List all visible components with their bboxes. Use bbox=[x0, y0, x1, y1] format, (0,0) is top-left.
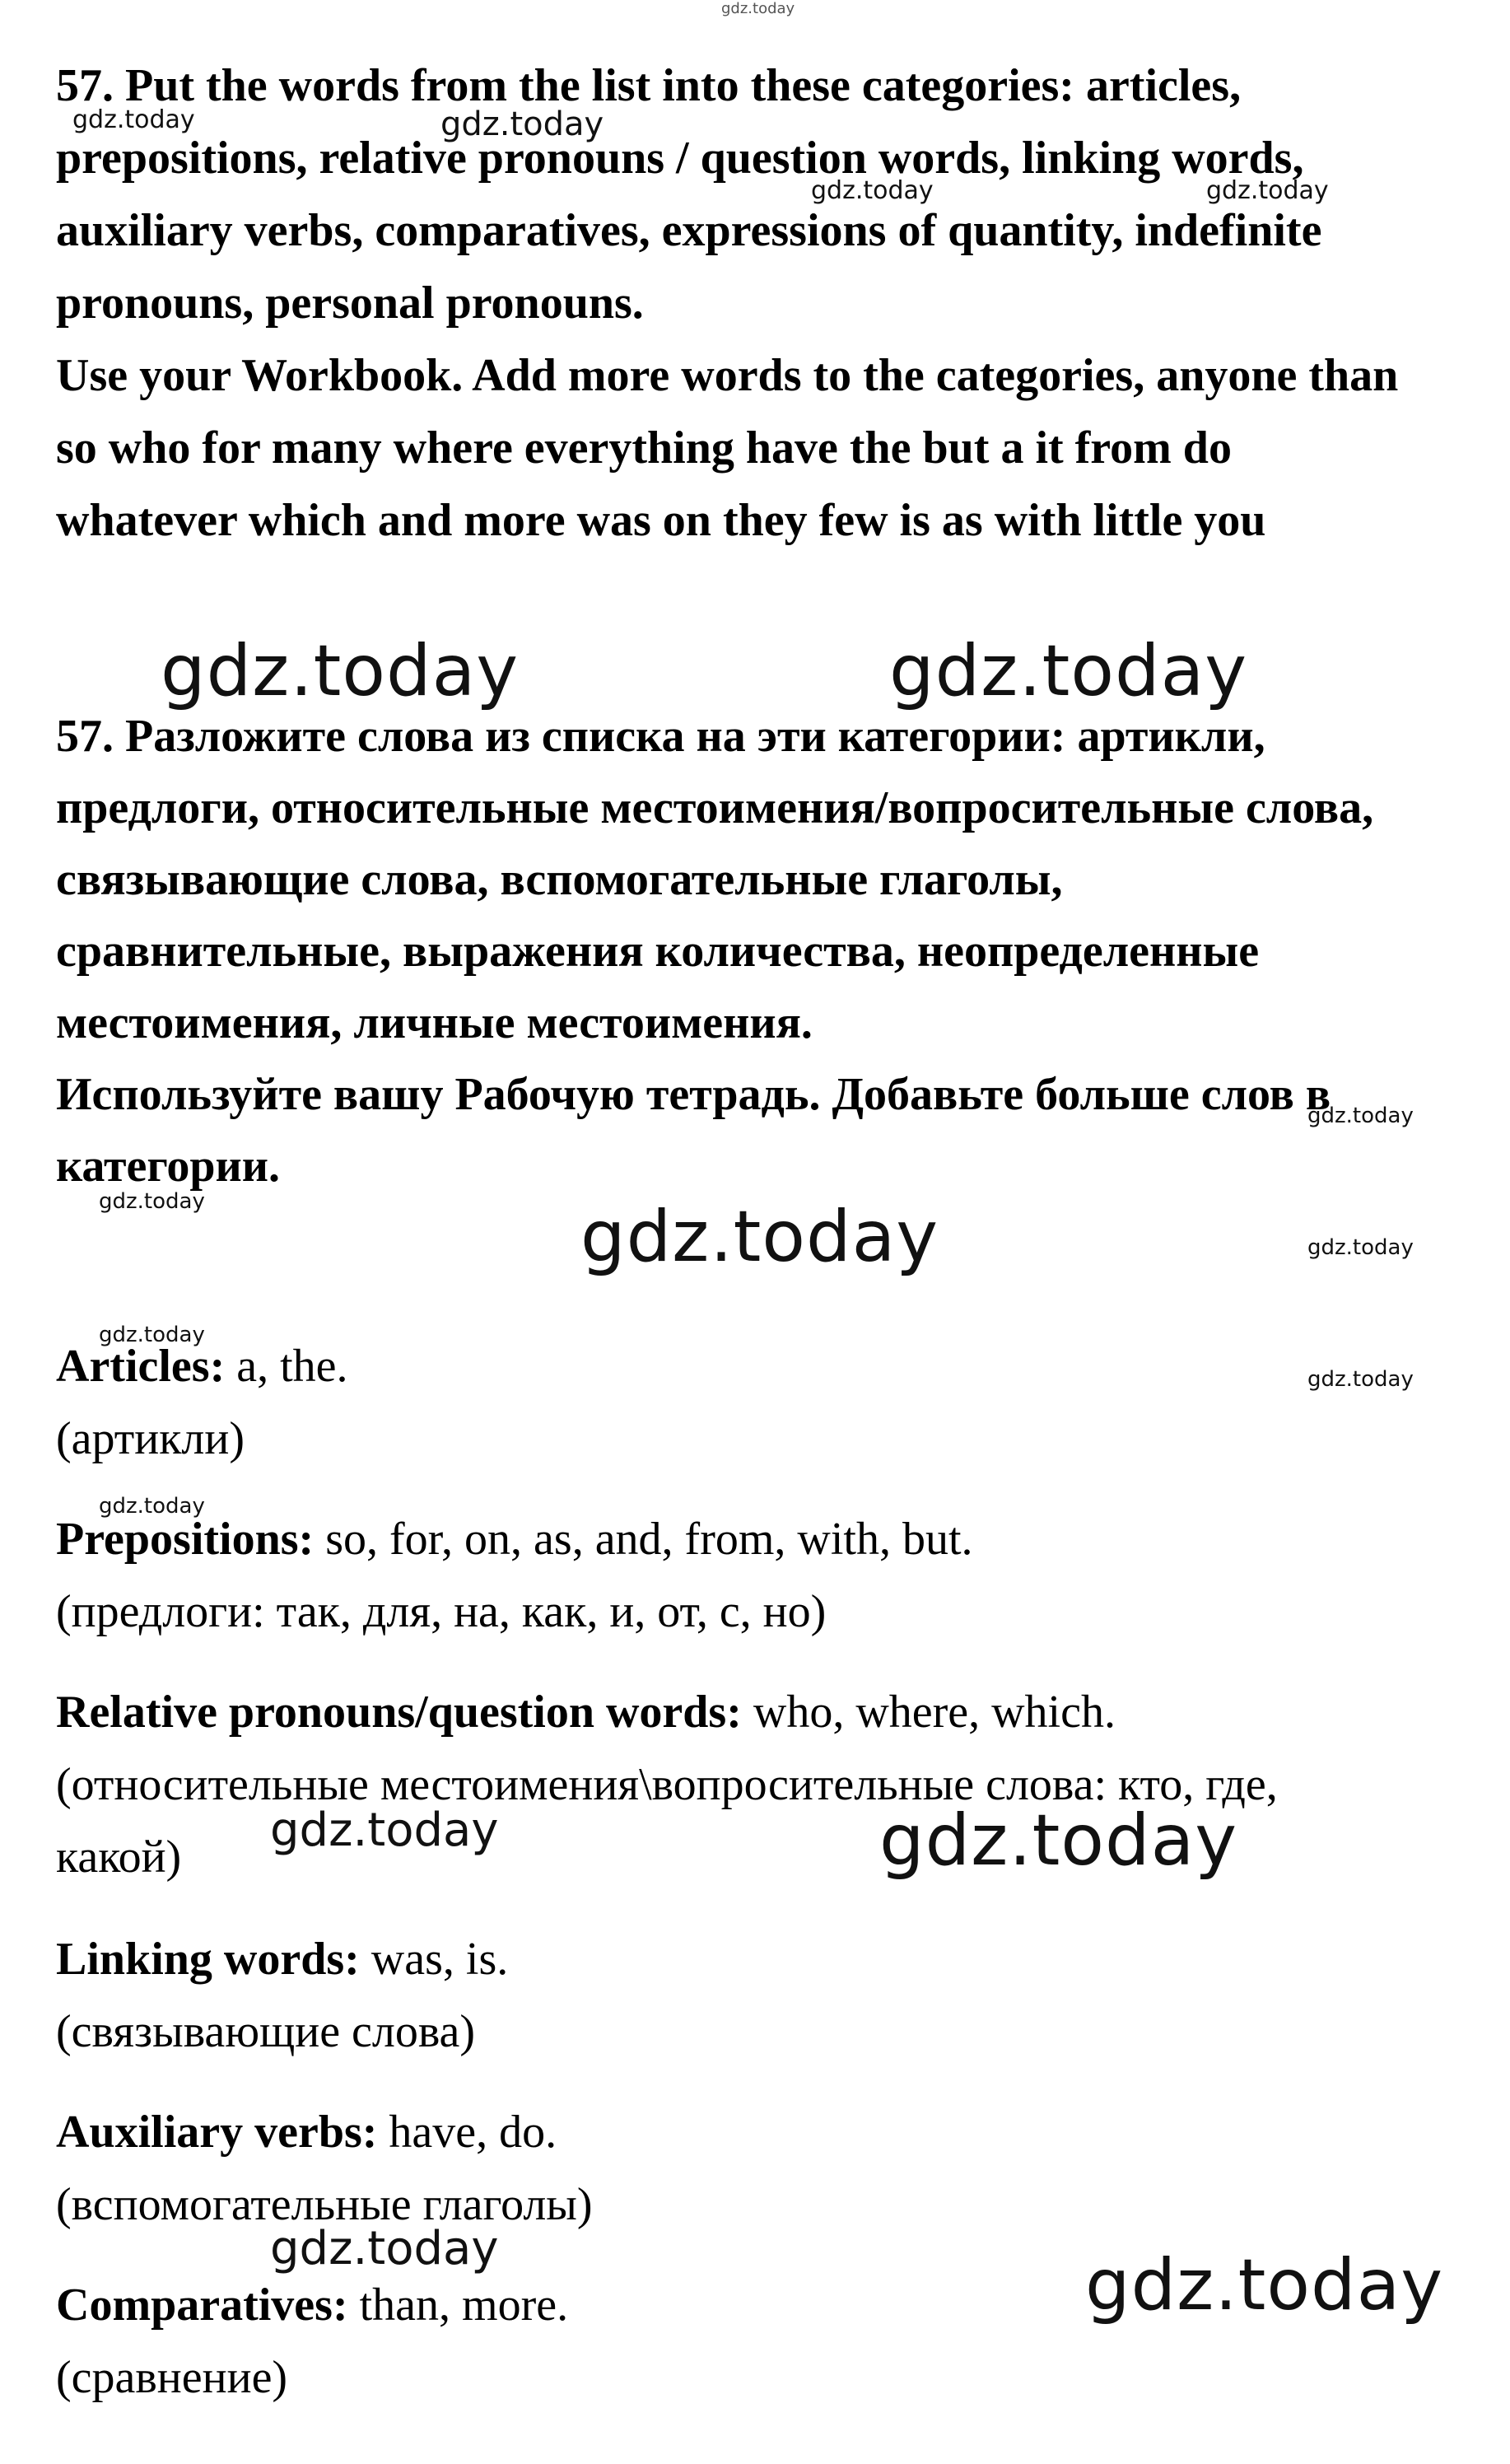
answer-relative-pronouns bbox=[56, 1676, 1116, 1748]
answer-translation: (сравнение) bbox=[56, 2352, 288, 2403]
watermark: gdz.today bbox=[440, 105, 604, 143]
task-en-line-4: pronouns, personal pronouns. bbox=[56, 278, 644, 329]
task-ru-line-4: сравнительные, выражения количества, неопределенные bbox=[56, 926, 1260, 977]
watermark: gdz.today bbox=[99, 1494, 205, 1519]
answer-translation: (предлоги: так, для, на, как, и, от, с, но) bbox=[56, 1586, 827, 1637]
watermark: gdz.today bbox=[161, 630, 520, 712]
answer-translation: (артикли) bbox=[56, 1413, 245, 1464]
answer-words: so, for, on, as, and, from, with, but. bbox=[314, 1514, 973, 1565]
answer-auxiliary-verbs bbox=[56, 2096, 557, 2168]
watermark: gdz.today bbox=[270, 2222, 499, 2275]
answer-translation: какой) bbox=[56, 1832, 182, 1883]
task-ru-line-2: предлоги, относительные местоимения/вопросительные слова, bbox=[56, 782, 1374, 833]
task-ru-line-5: местоимения, личные местоимения. bbox=[56, 997, 813, 1048]
answer-translation: (связывающие слова) bbox=[56, 2006, 476, 2057]
watermark: gdz.today bbox=[889, 630, 1248, 712]
watermark: gdz.today bbox=[99, 1323, 205, 1347]
watermark: gdz.today bbox=[811, 176, 934, 205]
task-ru-line-6: Используйте вашу Рабочую тетрадь. Добавьте больше слов в bbox=[56, 1069, 1331, 1120]
task-ru-line-3: связывающие слова, вспомогательные глаголы, bbox=[56, 854, 1063, 905]
task-ru-line-1: 57. Разложите слова из списка на эти категории: артикли, bbox=[56, 711, 1265, 762]
answer-label: Prepositions: bbox=[56, 1514, 315, 1565]
answer-translation: (относительные местоимения\вопросительные слова: кто, где, bbox=[56, 1759, 1278, 1810]
answer-words: who, where, which. bbox=[741, 1687, 1116, 1738]
answer-label: Relative pronouns/question words: bbox=[56, 1687, 742, 1738]
watermark: gdz.today bbox=[99, 1189, 205, 1214]
answer-translation: (вспомогательные глаголы) bbox=[56, 2179, 593, 2230]
watermark: gdz.today bbox=[1085, 2244, 1444, 2326]
watermark: gdz.today bbox=[1307, 1235, 1414, 1260]
answer-linking-words bbox=[56, 1923, 508, 1995]
answer-label: Linking words: bbox=[56, 1934, 360, 1985]
watermark: gdz.today bbox=[1206, 176, 1329, 205]
answer-words: than, more. bbox=[347, 2280, 569, 2331]
watermark: gdz.today bbox=[580, 1196, 939, 1278]
watermark: gdz.today bbox=[721, 0, 795, 17]
task-en-line-2: prepositions, relative pronouns / question words, linking words, bbox=[56, 133, 1304, 184]
answer-label: Auxiliary verbs: bbox=[56, 2107, 378, 2158]
watermark: gdz.today bbox=[270, 1804, 499, 1857]
watermark: gdz.today bbox=[1307, 1367, 1414, 1392]
task-en-line-1: 57. Put the words from the list into these categories: articles, bbox=[56, 60, 1242, 111]
answer-label: Articles: bbox=[56, 1341, 226, 1392]
answer-comparatives bbox=[56, 2269, 568, 2341]
task-en-line-5: Use your Workbook. Add more words to the categories, anyone than bbox=[56, 350, 1399, 401]
answer-words: was, is. bbox=[359, 1934, 509, 1985]
watermark: gdz.today bbox=[879, 1799, 1238, 1882]
watermark: gdz.today bbox=[1307, 1104, 1414, 1128]
watermark: gdz.today bbox=[72, 105, 195, 134]
answer-words: have, do. bbox=[377, 2107, 557, 2158]
task-ru-line-7: категории. bbox=[56, 1141, 281, 1192]
task-en-line-3: auxiliary verbs, comparatives, expressions of quantity, indefinite bbox=[56, 205, 1322, 256]
answer-label: Comparatives: bbox=[56, 2280, 348, 2331]
answer-words: a, the. bbox=[225, 1341, 348, 1392]
task-en-line-6: so who for many where everything have the but a it from do bbox=[56, 422, 1232, 474]
task-en-line-7: whatever which and more was on they few is as with little you bbox=[56, 495, 1266, 546]
